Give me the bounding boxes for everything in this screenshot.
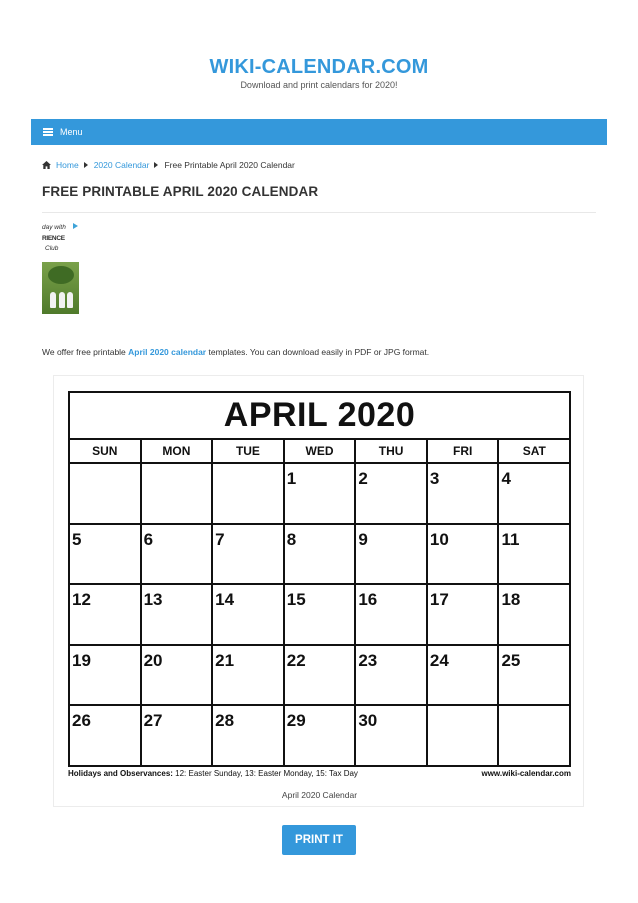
menu-bar[interactable]: [31, 119, 607, 145]
calendar-day-cell: 8: [285, 525, 357, 584]
holidays-label: Holidays and Observances:: [68, 769, 173, 778]
menu-label[interactable]: Menu: [60, 127, 83, 137]
calendar-day-cell: 23: [356, 646, 428, 705]
calendar-footer: [68, 767, 571, 778]
ad-text-line: day with: [42, 224, 66, 231]
calendar-day-cell: 30: [356, 706, 428, 767]
calendar-day-cell: 28: [213, 706, 285, 767]
ad-person-image: [59, 292, 65, 308]
calendar-day-cell: 22: [285, 646, 357, 705]
calendar-day-cell: [428, 706, 500, 767]
ad-tree-image: [48, 266, 74, 284]
calendar-day-cell: 15: [285, 585, 357, 644]
calendar-image[interactable]: [68, 391, 571, 767]
calendar-day-cell: [499, 706, 569, 767]
intro-text: [42, 347, 429, 357]
breadcrumb-separator-icon: [84, 162, 88, 168]
ad-person-image: [50, 292, 56, 308]
calendar-grid: [70, 464, 569, 767]
calendar-day-cell: 17: [428, 585, 500, 644]
calendar-day-cell: 20: [142, 646, 214, 705]
weekday-label: THU: [356, 440, 428, 462]
calendar-day-cell: 21: [213, 646, 285, 705]
ad-person-image: [67, 292, 73, 308]
weekday-label: MON: [142, 440, 214, 462]
calendar-day-cell: 16: [356, 585, 428, 644]
ad-text-line: RIENCE: [42, 235, 65, 242]
calendar-day-cell: 24: [428, 646, 500, 705]
weekday-label: TUE: [213, 440, 285, 462]
calendar-day-cell: 25: [501, 650, 521, 670]
calendar-week-row: [70, 464, 569, 525]
calendar-day-cell: 12: [70, 585, 142, 644]
calendar-site-url: www.wiki-calendar.com: [481, 769, 571, 778]
calendar-day-cell: 2: [356, 464, 428, 523]
calendar-day-cell: 6: [142, 525, 214, 584]
print-button[interactable]: PRINT IT: [282, 825, 356, 855]
site-header: [0, 56, 638, 90]
calendar-figure: [53, 375, 584, 807]
calendar-day-cell: 9: [356, 525, 428, 584]
calendar-day-cell: 29: [285, 706, 357, 767]
weekday-label: FRI: [428, 440, 500, 462]
calendar-day-cell: [213, 464, 285, 523]
holidays-list: 12: Easter Sunday, 13: Easter Monday, 15: Tax Day: [172, 769, 358, 778]
weekday-label: WED: [285, 440, 357, 462]
calendar-week-row: [70, 646, 569, 707]
calendar-title: APRIL 2020: [70, 393, 569, 440]
calendar-day-cell: 14: [213, 585, 285, 644]
breadcrumb-current: Free Printable April 2020 Calendar: [164, 160, 295, 170]
hamburger-icon[interactable]: [43, 128, 53, 136]
calendar-day-cell: 7: [213, 525, 285, 584]
calendar-day-cell: 3: [428, 464, 500, 523]
calendar-day-cell: 10: [428, 525, 500, 584]
calendar-day-cell: [142, 464, 214, 523]
calendar-day-cell: 26: [70, 706, 142, 767]
calendar-day-cell: 18: [501, 590, 521, 610]
calendar-day-cell: 1: [285, 464, 357, 523]
calendar-day-cell: 19: [70, 646, 142, 705]
breadcrumb: [42, 160, 295, 170]
site-title[interactable]: WIKI-CALENDAR.COM: [209, 56, 429, 78]
weekday-header-row: [70, 440, 569, 464]
calendar-day-cell: 5: [70, 525, 142, 584]
ad-banner[interactable]: [42, 222, 79, 314]
weekday-label: SUN: [70, 440, 142, 462]
site-description: Download and print calendars for 2020!: [240, 80, 398, 90]
april-2020-calendar-link[interactable]: April 2020 calendar: [128, 347, 207, 357]
breadcrumb-separator-icon: [154, 162, 158, 168]
calendar-week-row: [70, 525, 569, 586]
calendar-day-cell: 13: [142, 585, 214, 644]
breadcrumb-home[interactable]: Home: [56, 160, 79, 170]
calendar-day-cell: 4: [501, 469, 511, 488]
holidays-text: [68, 769, 358, 778]
home-icon[interactable]: [42, 161, 51, 169]
adchoices-icon[interactable]: [73, 223, 78, 229]
page-title: FREE PRINTABLE APRIL 2020 CALENDAR: [42, 184, 319, 199]
calendar-day-cell: 27: [142, 706, 214, 767]
title-divider: [42, 212, 596, 213]
calendar-day-cell: 11: [501, 529, 520, 549]
breadcrumb-2020-calendar[interactable]: 2020 Calendar: [93, 160, 150, 170]
intro-text-start: We offer free printable: [42, 347, 129, 357]
calendar-week-row: [70, 585, 569, 646]
weekday-label: SAT: [522, 444, 546, 458]
calendar-day-cell: [70, 464, 142, 523]
calendar-caption: April 2020 Calendar: [281, 790, 358, 800]
ad-text-line: Club: [45, 245, 59, 252]
calendar-week-row: [70, 706, 569, 767]
intro-text-end: templates. You can download easily in PDF or JPG format.: [206, 347, 430, 357]
